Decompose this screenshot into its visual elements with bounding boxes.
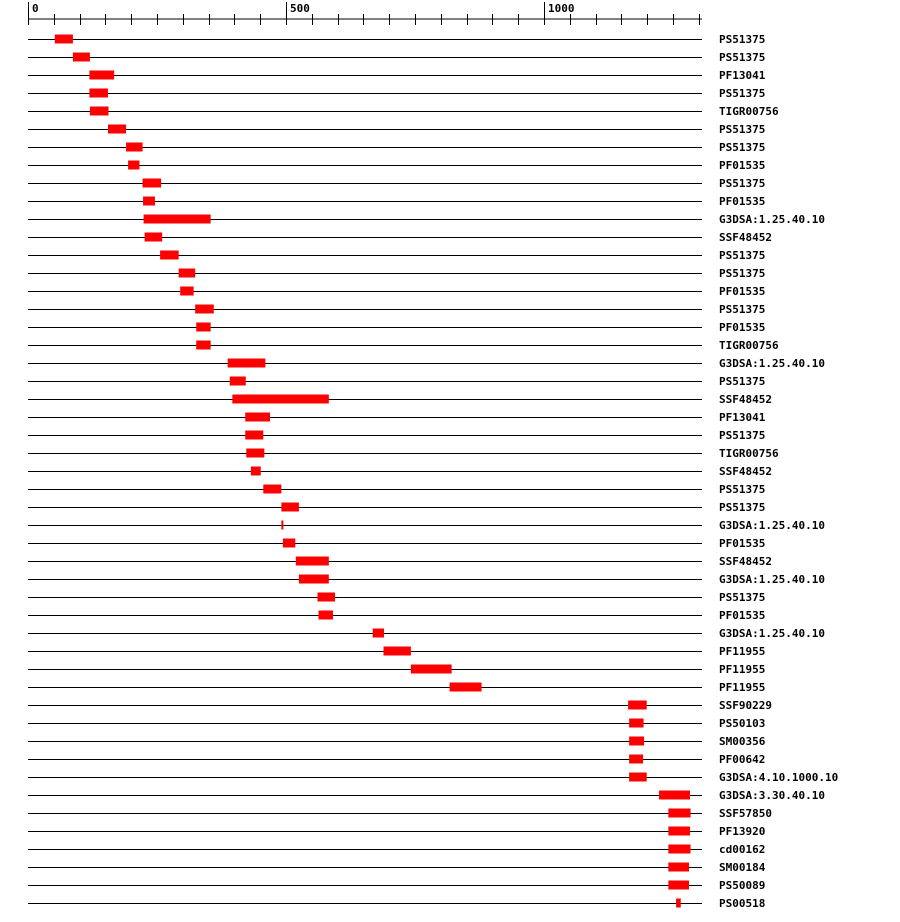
track-label: G3DSA:3.30.40.10 [719,789,825,802]
feature-bar[interactable] [55,35,73,44]
track-row [28,897,765,910]
track-label: SSF90229 [719,699,772,712]
track-label: PS51375 [719,375,766,388]
track-row [28,447,779,460]
track-row [28,177,765,190]
feature-bar[interactable] [232,395,328,404]
track-row [28,105,779,118]
track-label: PS00518 [719,897,766,910]
feature-bar[interactable] [676,899,681,908]
track-row [28,429,765,442]
track-label: PF01535 [719,195,766,208]
feature-bar[interactable] [281,521,283,530]
feature-bar[interactable] [450,683,482,692]
track-row [28,159,765,172]
track-label: PF01535 [719,609,766,622]
feature-bar[interactable] [319,611,333,620]
feature-bar[interactable] [411,665,452,674]
feature-bar[interactable] [196,323,210,332]
feature-bar[interactable] [659,791,690,800]
track-list [28,33,838,910]
track-row [28,861,766,874]
feature-bar[interactable] [668,809,690,818]
feature-bar[interactable] [245,413,270,422]
track-row [28,303,765,316]
track-row [28,591,765,604]
track-label: PS51375 [719,267,766,280]
track-label: TIGR00756 [719,105,779,118]
feature-bar[interactable] [281,503,299,512]
track-row [28,267,765,280]
track-label: PF13920 [719,825,766,838]
track-row [28,33,765,46]
feature-bar[interactable] [629,719,643,728]
x-tick-label: 0 [32,2,39,15]
feature-bar[interactable] [143,179,162,188]
track-row [28,321,765,334]
x-tick-label: 1000 [548,2,575,15]
track-label: PS51375 [719,249,766,262]
track-row [28,411,766,424]
track-label: PS51375 [719,87,766,100]
feature-bar[interactable] [246,449,264,458]
track-label: TIGR00756 [719,339,779,352]
track-row [28,465,772,478]
track-label: cd00162 [719,843,766,856]
feature-bar[interactable] [251,467,261,476]
track-row [28,879,765,892]
track-row [28,195,765,208]
track-label: SSF48452 [719,231,772,244]
track-label: PS51375 [719,33,766,46]
track-label: PF13041 [719,69,766,82]
track-row [28,285,765,298]
track-label: G3DSA:1.25.40.10 [719,627,825,640]
track-label: PS51375 [719,429,766,442]
feature-bar[interactable] [283,539,295,548]
feature-bar[interactable] [628,701,647,710]
track-label: SSF48452 [719,465,772,478]
track-row [28,519,825,532]
feature-bar[interactable] [196,341,210,350]
feature-bar[interactable] [668,827,690,836]
feature-bar[interactable] [89,89,108,98]
track-label: SM00184 [719,861,766,874]
track-row [28,645,765,658]
feature-bar[interactable] [90,107,109,116]
track-row [28,393,772,406]
track-label: PS51375 [719,123,766,136]
track-row [28,627,825,640]
track-label: PF01535 [719,159,766,172]
track-label: PF01535 [719,321,766,334]
feature-bar[interactable] [629,773,647,782]
x-tick-label: 500 [290,2,310,15]
track-label: PS51375 [719,501,766,514]
feature-bar[interactable] [668,845,690,854]
track-label: PS51375 [719,141,766,154]
feature-bar[interactable] [263,485,281,494]
track-label: G3DSA:4.10.1000.10 [719,771,839,784]
track-row [28,573,825,586]
feature-bar[interactable] [195,305,214,314]
track-label: SSF48452 [719,555,772,568]
feature-bar[interactable] [373,629,384,638]
track-row [28,339,779,352]
feature-bar[interactable] [668,881,689,890]
track-label: SSF57850 [719,807,772,820]
feature-bar[interactable] [384,647,411,656]
track-label: TIGR00756 [719,447,779,460]
track-label: PS51375 [719,591,766,604]
track-row [28,123,765,136]
track-label: G3DSA:1.25.40.10 [719,519,825,532]
feature-bar[interactable] [228,359,266,368]
track-row [28,141,765,154]
feature-bar[interactable] [144,215,211,224]
feature-bar[interactable] [143,197,155,206]
track-label: PS51375 [719,303,766,316]
feature-bar[interactable] [299,575,329,584]
track-row [28,69,766,82]
track-row [28,663,765,676]
track-row [28,609,765,622]
track-row [28,483,765,496]
track-label: PF11955 [719,681,766,694]
track-row [28,555,772,568]
feature-bar[interactable] [179,269,196,278]
track-row [28,51,765,64]
track-label: PF11955 [719,663,766,676]
track-row [28,753,765,766]
track-label: PS51375 [719,483,766,496]
feature-bar[interactable] [73,53,90,62]
track-row [28,699,772,712]
track-row [28,735,766,748]
feature-bar[interactable] [108,125,126,134]
feature-bar[interactable] [296,557,329,566]
track-label: G3DSA:1.25.40.10 [719,357,825,370]
track-label: PS50103 [719,717,766,730]
track-row [28,789,825,802]
track-row [28,501,765,514]
track-row [28,357,825,370]
x-axis [28,2,702,25]
track-label: SM00356 [719,735,766,748]
track-row [28,231,772,244]
track-row [28,87,765,100]
track-label: PF11955 [719,645,766,658]
track-row [28,375,765,388]
track-label: G3DSA:1.25.40.10 [719,573,825,586]
feature-bar[interactable] [245,431,263,440]
feature-bar[interactable] [317,593,335,602]
feature-bar[interactable] [668,863,689,872]
feature-bar[interactable] [629,755,643,764]
feature-bar[interactable] [160,251,179,260]
feature-bar[interactable] [629,737,644,746]
track-label: SSF48452 [719,393,772,406]
track-label: PF01535 [719,285,766,298]
track-row [28,807,772,820]
track-row [28,537,765,550]
feature-bar[interactable] [128,161,139,170]
track-row [28,681,765,694]
track-row [28,213,825,226]
track-label: PF01535 [719,537,766,550]
track-row [28,717,765,730]
feature-bar[interactable] [126,143,143,152]
track-row [28,825,765,838]
track-row [28,843,765,856]
track-label: PF00642 [719,753,766,766]
track-row [28,771,838,784]
track-label: PF13041 [719,411,766,424]
track-label: PS50089 [719,879,766,892]
track-label: G3DSA:1.25.40.10 [719,213,825,226]
track-row [28,249,765,262]
feature-bar[interactable] [230,377,246,386]
track-label: PS51375 [719,51,766,64]
feature-bar[interactable] [145,233,163,242]
feature-bar[interactable] [180,287,193,296]
track-label: PS51375 [719,177,766,190]
feature-bar[interactable] [89,71,114,80]
